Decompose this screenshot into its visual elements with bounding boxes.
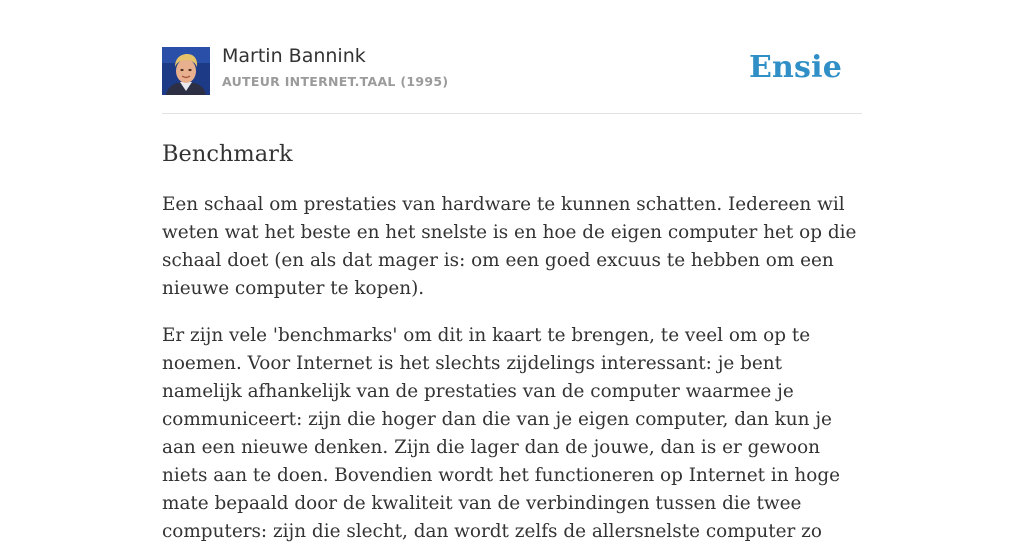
author-avatar[interactable]	[162, 47, 210, 95]
author-name[interactable]: Martin Bannink	[222, 45, 366, 67]
site-logo[interactable]: Ensie	[748, 50, 842, 85]
author-header	[162, 0, 862, 114]
article-paragraph: Er zijn vele 'benchmarks' om dit in kaart te brengen, te veel om op te noemen. Voor Internet is het slechts zijdelings interessant: je bent namelijk afhankelijk van de prestaties van de computer waarmee je communiceert: zijn die hoger dan die van je eigen computer, dan kun je aan een nieuwe denken. Zijn die lager dan de jouwe, dan is er gewoon niets aan te doen. Bovendien wordt het functioneren op Internet in hoge mate bepaald door de kwaliteit van de verbindingen tussen die twee computers: zijn die slecht, dan wordt zelfs de allersnelste computer zo	[162, 325, 841, 542]
author-role: AUTEUR INTERNET.TAAL (1995)	[222, 74, 449, 89]
avatar-photo-icon	[162, 47, 210, 95]
article-container	[162, 0, 862, 546]
article-title: Benchmark	[162, 141, 293, 167]
article-paragraph: Een schaal om prestaties van hardware te kunnen schatten. Iedereen wil weten wat het beste en het snelste is en hoe de eigen computer het op die schaal doet (en als dat mager is: om een goed excuus te hebben om een nieuwe computer te kopen).	[162, 194, 857, 299]
